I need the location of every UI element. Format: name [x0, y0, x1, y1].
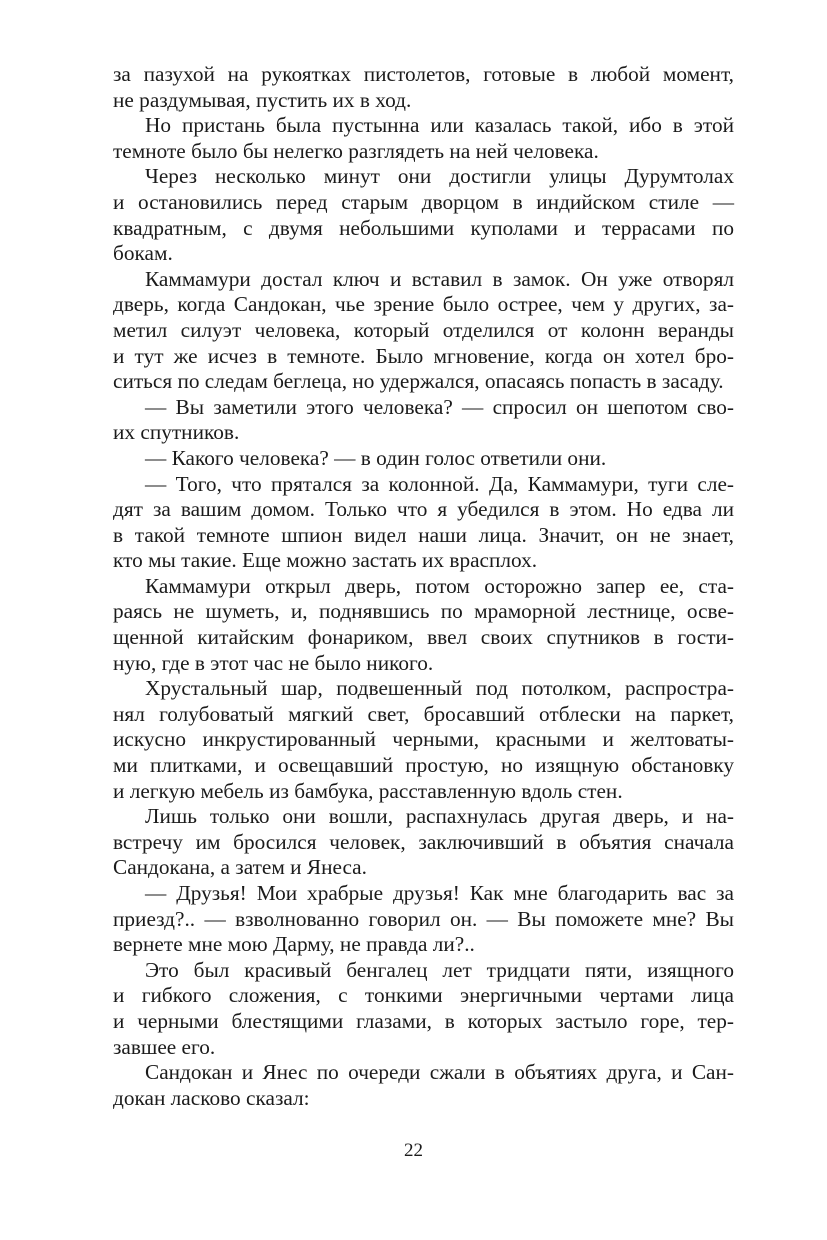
text-line: Каммамури открыл дверь, потом осторожно запер ее, ста-	[145, 573, 734, 598]
text-line: и остановились перед старым дворцом в индийском стиле —	[113, 189, 734, 214]
text-line: встречу им бросился человек, заключивший в объятия сначала	[113, 829, 734, 854]
text-line: — Вы заметили этого человека? — спросил он шепотом сво-	[145, 394, 734, 419]
text-line: за пазухой на рукоятках пистолетов, готовые в любой момент,	[113, 62, 734, 86]
text-line: бокам.	[113, 241, 173, 266]
text-line: ми плитками, и освещавший простую, но изящную обстановку	[113, 753, 734, 778]
text-line: Сандокан и Янес по очереди сжали в объятиях друга, и Сан-	[145, 1060, 734, 1085]
text-line: Хрустальный шар, подвешенный под потолком, распростра-	[145, 676, 734, 701]
text-line: вернете мне мою Дарму, не правда ли?..	[113, 932, 475, 957]
text-line: Но пристань была пустынна или казалась такой, ибо в этой	[145, 113, 734, 138]
text-line: Через несколько минут они достигли улицы Дурумтолах	[145, 164, 734, 189]
text-line: темноте было бы нелегко разглядеть на ней человека.	[113, 138, 599, 163]
text-line: дверь, когда Сандокан, чье зрение было острее, чем у других, за-	[113, 292, 734, 317]
text-line: — Друзья! Мои храбрые друзья! Как мне благодарить вас за	[145, 881, 734, 905]
text-line: раясь не шуметь, и, поднявшись по мраморной лестнице, осве-	[113, 599, 734, 624]
text-line: Каммамури достал ключ и вставил в замок. Он уже отворял	[145, 266, 734, 291]
text-line: и гибкого сложения, с тонкими энергичными чертами лица	[113, 983, 734, 1008]
text-line: искусно инкрустированный черными, красными и желтоваты-	[113, 727, 734, 752]
text-line: их спутников.	[113, 420, 240, 445]
page-number: 22	[404, 1140, 423, 1161]
text-line: метил силуэт человека, который отделился от колонн веранды	[113, 317, 734, 342]
body-text	[113, 62, 734, 1111]
text-line: и тут же исчез в темноте. Было мгновение, когда он хотел бро-	[113, 343, 734, 368]
text-line: нял голубоватый мягкий свет, бросавший отблески на паркет,	[113, 701, 734, 726]
text-line: завшее его.	[113, 1034, 216, 1059]
text-line: Лишь только они вошли, распахнулась другая дверь, и на-	[145, 804, 734, 829]
text-line: приезд?.. — взволнованно говорил он. — Вы поможете мне? Вы	[113, 906, 734, 931]
text-line: кто мы такие. Еще можно застать их врасплох.	[113, 548, 538, 573]
text-line: квадратным, с двумя небольшими куполами и террасами по	[113, 215, 734, 240]
text-line: щенной китайским фонариком, ввел своих спутников в гости-	[113, 625, 734, 650]
text-line: ную, где в этот час не было никого.	[113, 650, 434, 675]
text-line: Это был красивый бенгалец лет тридцати пяти, изящного	[145, 957, 734, 982]
text-line: и черными блестящими глазами, в которых застыло горе, тер-	[113, 1008, 734, 1033]
text-line: не раздумывая, пустить их в ход.	[113, 87, 412, 112]
text-line: Сандокана, а затем и Янеса.	[113, 855, 367, 880]
text-line: — Какого человека? — в один голос ответили они.	[145, 445, 607, 470]
text-line: в такой темноте шпион видел наши лица. Значит, он не знает,	[113, 522, 734, 547]
text-line: ситься по следам беглеца, но удержался, опасаясь попасть в засаду.	[113, 369, 724, 394]
text-line: и легкую мебель из бамбука, расставленную вдоль стен.	[113, 778, 623, 803]
text-line: докан ласково сказал:	[113, 1085, 310, 1110]
text-line: дят за вашим домом. Только что я убедился в этом. Но едва ли	[113, 497, 734, 522]
text-line: — Того, что прятался за колонной. Да, Каммамури, туги сле-	[145, 471, 734, 496]
